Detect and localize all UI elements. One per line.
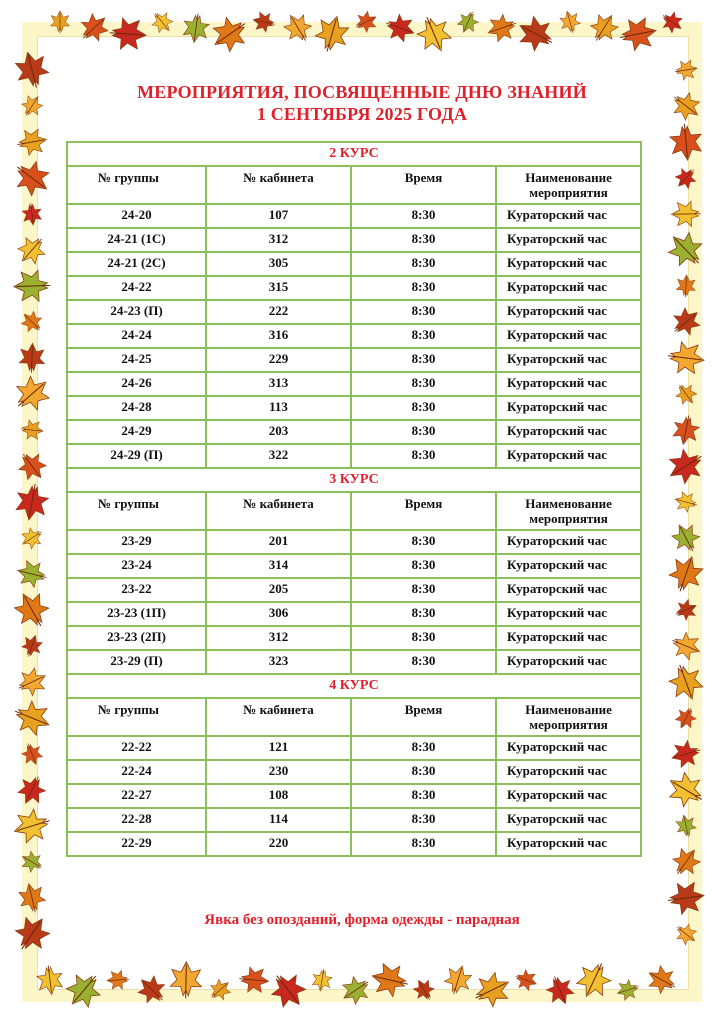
table-row bbox=[67, 626, 641, 650]
time-cell: 8:30 bbox=[351, 760, 496, 784]
course-heading: 2 КУРС bbox=[67, 142, 641, 166]
event-cell: Кураторский час bbox=[496, 252, 641, 276]
group-cell: 22-28 bbox=[67, 808, 206, 832]
header-room: № кабинета bbox=[206, 698, 351, 736]
room-cell: 312 bbox=[206, 626, 351, 650]
event-cell: Кураторский час bbox=[496, 554, 641, 578]
course-heading-row bbox=[67, 468, 641, 492]
time-cell: 8:30 bbox=[351, 396, 496, 420]
group-cell: 24-21 (2С) bbox=[67, 252, 206, 276]
event-cell: Кураторский час bbox=[496, 530, 641, 554]
room-cell: 322 bbox=[206, 444, 351, 468]
table-row bbox=[67, 784, 641, 808]
table-row bbox=[67, 324, 641, 348]
room-cell: 305 bbox=[206, 252, 351, 276]
course-heading-row bbox=[67, 674, 641, 698]
room-cell: 203 bbox=[206, 420, 351, 444]
table-row bbox=[67, 760, 641, 784]
header-group: № группы bbox=[67, 166, 206, 204]
room-cell: 205 bbox=[206, 578, 351, 602]
time-cell: 8:30 bbox=[351, 784, 496, 808]
header-time: Время bbox=[351, 166, 496, 204]
room-cell: 201 bbox=[206, 530, 351, 554]
schedule-table bbox=[66, 141, 642, 857]
table-row bbox=[67, 372, 641, 396]
course-heading: 3 КУРС bbox=[67, 468, 641, 492]
group-cell: 24-21 (1С) bbox=[67, 228, 206, 252]
header-event-line2: мероприятия bbox=[529, 185, 608, 200]
group-cell: 24-22 bbox=[67, 276, 206, 300]
header-event-line1: Наименование bbox=[525, 170, 612, 185]
group-cell: 22-27 bbox=[67, 784, 206, 808]
room-cell: 229 bbox=[206, 348, 351, 372]
time-cell: 8:30 bbox=[351, 372, 496, 396]
event-cell: Кураторский час bbox=[496, 204, 641, 228]
table-row bbox=[67, 736, 641, 760]
room-cell: 222 bbox=[206, 300, 351, 324]
time-cell: 8:30 bbox=[351, 554, 496, 578]
group-cell: 22-29 bbox=[67, 832, 206, 856]
table-row bbox=[67, 530, 641, 554]
group-cell: 22-22 bbox=[67, 736, 206, 760]
header-event-line1: Наименование bbox=[525, 702, 612, 717]
time-cell: 8:30 bbox=[351, 228, 496, 252]
room-cell: 108 bbox=[206, 784, 351, 808]
header-group: № группы bbox=[67, 698, 206, 736]
column-header-row bbox=[67, 698, 641, 736]
page-date: 1 СЕНТЯБРЯ 2025 ГОДА bbox=[256, 104, 468, 124]
table-row bbox=[67, 808, 641, 832]
event-cell: Кураторский час bbox=[496, 276, 641, 300]
table-row bbox=[67, 204, 641, 228]
event-cell: Кураторский час bbox=[496, 300, 641, 324]
room-cell: 323 bbox=[206, 650, 351, 674]
table-row bbox=[67, 832, 641, 856]
time-cell: 8:30 bbox=[351, 578, 496, 602]
group-cell: 24-29 (П) bbox=[67, 444, 206, 468]
time-cell: 8:30 bbox=[351, 602, 496, 626]
time-cell: 8:30 bbox=[351, 530, 496, 554]
room-cell: 306 bbox=[206, 602, 351, 626]
table-row bbox=[67, 300, 641, 324]
footer-note: Явка без опозданий, форма одежды - парадная bbox=[204, 912, 520, 928]
time-cell: 8:30 bbox=[351, 444, 496, 468]
table-row bbox=[67, 602, 641, 626]
table-row bbox=[67, 650, 641, 674]
page-title: МЕРОПРИЯТИЯ, ПОСВЯЩЕННЫЕ ДНЮ ЗНАНИЙ bbox=[137, 82, 587, 102]
course-heading: 4 КУРС bbox=[67, 674, 641, 698]
time-cell: 8:30 bbox=[351, 736, 496, 760]
group-cell: 24-24 bbox=[67, 324, 206, 348]
event-cell: Кураторский час bbox=[496, 228, 641, 252]
group-cell: 23-22 bbox=[67, 578, 206, 602]
table-row bbox=[67, 396, 641, 420]
group-cell: 24-23 (П) bbox=[67, 300, 206, 324]
event-cell: Кураторский час bbox=[496, 348, 641, 372]
header-time: Время bbox=[351, 698, 496, 736]
room-cell: 107 bbox=[206, 204, 351, 228]
event-cell: Кураторский час bbox=[496, 650, 641, 674]
time-cell: 8:30 bbox=[351, 252, 496, 276]
time-cell: 8:30 bbox=[351, 808, 496, 832]
event-cell: Кураторский час bbox=[496, 420, 641, 444]
header-time: Время bbox=[351, 492, 496, 530]
time-cell: 8:30 bbox=[351, 348, 496, 372]
group-cell: 23-29 bbox=[67, 530, 206, 554]
event-cell: Кураторский час bbox=[496, 372, 641, 396]
room-cell: 113 bbox=[206, 396, 351, 420]
group-cell: 22-24 bbox=[67, 760, 206, 784]
group-cell: 24-26 bbox=[67, 372, 206, 396]
event-cell: Кураторский час bbox=[496, 736, 641, 760]
time-cell: 8:30 bbox=[351, 832, 496, 856]
table-row bbox=[67, 252, 641, 276]
header-group: № группы bbox=[67, 492, 206, 530]
group-cell: 23-24 bbox=[67, 554, 206, 578]
table-row bbox=[67, 276, 641, 300]
header-room: № кабинета bbox=[206, 492, 351, 530]
event-cell: Кураторский час bbox=[496, 602, 641, 626]
room-cell: 230 bbox=[206, 760, 351, 784]
table-row bbox=[67, 554, 641, 578]
group-cell: 24-20 bbox=[67, 204, 206, 228]
room-cell: 314 bbox=[206, 554, 351, 578]
room-cell: 313 bbox=[206, 372, 351, 396]
group-cell: 24-29 bbox=[67, 420, 206, 444]
header-event bbox=[496, 166, 641, 204]
room-cell: 315 bbox=[206, 276, 351, 300]
room-cell: 220 bbox=[206, 832, 351, 856]
group-cell: 24-28 bbox=[67, 396, 206, 420]
event-cell: Кураторский час bbox=[496, 808, 641, 832]
header-event-line1: Наименование bbox=[525, 496, 612, 511]
event-cell: Кураторский час bbox=[496, 396, 641, 420]
time-cell: 8:30 bbox=[351, 300, 496, 324]
course-heading-row bbox=[67, 142, 641, 166]
table-row bbox=[67, 578, 641, 602]
time-cell: 8:30 bbox=[351, 324, 496, 348]
event-cell: Кураторский час bbox=[496, 324, 641, 348]
header-event bbox=[496, 492, 641, 530]
table-row bbox=[67, 228, 641, 252]
time-cell: 8:30 bbox=[351, 626, 496, 650]
room-cell: 121 bbox=[206, 736, 351, 760]
event-cell: Кураторский час bbox=[496, 832, 641, 856]
table-row bbox=[67, 420, 641, 444]
event-cell: Кураторский час bbox=[496, 784, 641, 808]
event-cell: Кураторский час bbox=[496, 444, 641, 468]
table-row bbox=[67, 444, 641, 468]
table-row bbox=[67, 348, 641, 372]
header-room: № кабинета bbox=[206, 166, 351, 204]
time-cell: 8:30 bbox=[351, 650, 496, 674]
time-cell: 8:30 bbox=[351, 420, 496, 444]
time-cell: 8:30 bbox=[351, 204, 496, 228]
event-cell: Кураторский час bbox=[496, 760, 641, 784]
column-header-row bbox=[67, 492, 641, 530]
event-cell: Кураторский час bbox=[496, 578, 641, 602]
header-event-line2: мероприятия bbox=[529, 717, 608, 732]
header-event-line2: мероприятия bbox=[529, 511, 608, 526]
column-header-row bbox=[67, 166, 641, 204]
group-cell: 23-23 (1П) bbox=[67, 602, 206, 626]
room-cell: 316 bbox=[206, 324, 351, 348]
group-cell: 24-25 bbox=[67, 348, 206, 372]
room-cell: 312 bbox=[206, 228, 351, 252]
group-cell: 23-23 (2П) bbox=[67, 626, 206, 650]
time-cell: 8:30 bbox=[351, 276, 496, 300]
event-cell: Кураторский час bbox=[496, 626, 641, 650]
group-cell: 23-29 (П) bbox=[67, 650, 206, 674]
header-event bbox=[496, 698, 641, 736]
room-cell: 114 bbox=[206, 808, 351, 832]
